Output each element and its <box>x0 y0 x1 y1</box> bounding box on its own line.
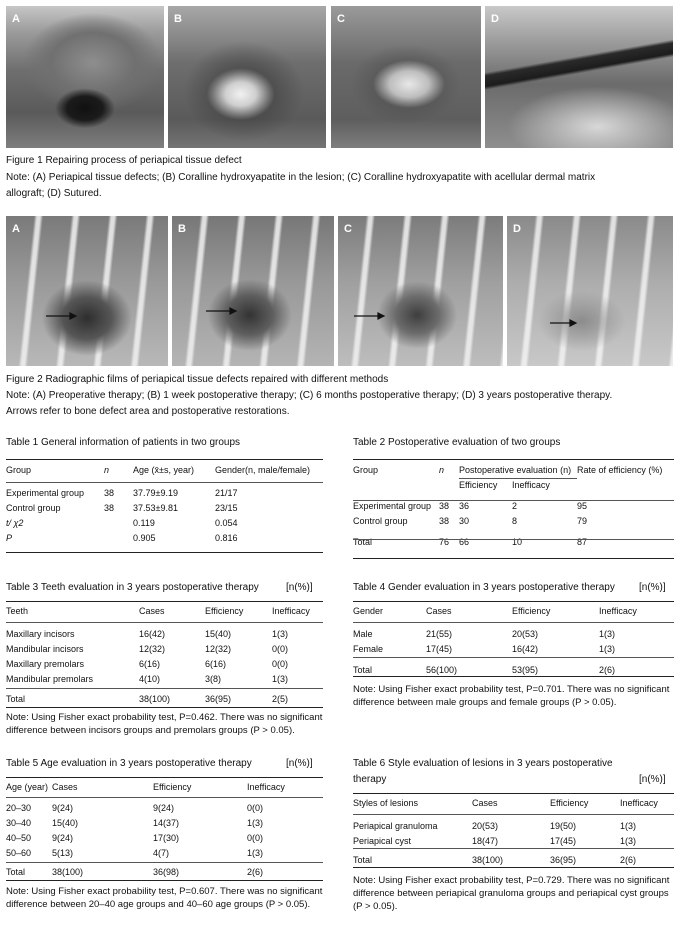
table-cell: 36(98) <box>153 867 180 878</box>
table3-note-line1: Note: Using Fisher exact probability test, P=0.462. There was no significant <box>6 712 323 723</box>
table-cell: 0(0) <box>247 803 264 814</box>
table-cell: 56(100) <box>426 664 458 675</box>
table-cell: 2(6) <box>247 867 264 878</box>
table-header: n <box>439 465 445 476</box>
table4-grid <box>353 604 674 677</box>
table-cell: 17(45) <box>426 643 453 654</box>
table-cell: 10 <box>512 536 523 547</box>
table-header: Cases <box>52 782 78 793</box>
table-cell: 12(32) <box>205 643 232 654</box>
table-header: Age (x̄±s, year) <box>133 465 194 476</box>
table-cell: Female <box>353 643 384 654</box>
table6-title-line1: Table 6 Style evaluation of lesions in 3 years postoperative <box>353 758 613 769</box>
figure2-arrow-icons <box>0 0 683 400</box>
table-row <box>353 819 674 834</box>
table-header: Inefficacy <box>599 606 637 617</box>
table-header: Cases <box>472 798 498 809</box>
table5-title: Table 5 Age evaluation in 3 years postoperative therapy <box>6 758 252 769</box>
table-cell: 87 <box>577 536 588 547</box>
table6-grid <box>353 796 674 867</box>
table-cell: Periapical cyst <box>353 835 412 846</box>
table-row <box>6 642 323 657</box>
figure1-label-d: D <box>491 13 499 25</box>
table-cell: 1(3) <box>599 629 616 640</box>
table-row <box>6 515 323 530</box>
table-cell: 14(37) <box>153 817 180 828</box>
table3-note-line2: difference between incisors groups and premolars groups (P > 0.05). <box>6 725 295 736</box>
table-cell: 20(53) <box>512 629 539 640</box>
table5-note-line1: Note: Using Fisher exact probability test, P=0.607. There was no significant <box>6 886 323 897</box>
table5-note-line2: difference between 20–40 age groups and 40–60 age groups (P > 0.05). <box>6 899 311 910</box>
table-cell: 50–60 <box>6 847 32 858</box>
table-cell: 38(100) <box>139 694 171 705</box>
table-cell: 53(95) <box>512 664 539 675</box>
table-header: Teeth <box>6 606 29 617</box>
table-cell: 0(0) <box>272 658 289 669</box>
table-cell: 30 <box>459 515 470 526</box>
table3-unit: [n(%)] <box>286 582 313 593</box>
table6-title-line2: therapy <box>353 774 387 785</box>
table-header: Efficiency <box>512 606 551 617</box>
table-cell: Total <box>353 536 373 547</box>
table2-title: Table 2 Postoperative evaluation of two groups <box>353 437 561 448</box>
table-cell: 3(8) <box>205 673 222 684</box>
table4-header-row <box>353 604 674 619</box>
table4-note-line2: difference between male groups and female groups (P > 0.05). <box>353 697 617 708</box>
table-cell: Experimental group <box>6 488 85 499</box>
table-cell: Control group <box>6 502 61 513</box>
table-cell: 23/15 <box>215 502 238 513</box>
table-cell: 38 <box>104 488 115 499</box>
table-cell: 6(16) <box>139 658 161 669</box>
table2-subheader-row <box>353 478 674 493</box>
table-header: n <box>104 465 110 476</box>
table-cell: 9(24) <box>52 803 74 814</box>
table-cell: 17(45) <box>550 835 577 846</box>
table-cell: 1(3) <box>247 847 264 858</box>
table-header: Rate of efficiency (%) <box>577 465 663 476</box>
table-row <box>353 513 674 528</box>
table-cell: 0.905 <box>133 532 156 543</box>
table-cell: Total <box>6 867 26 878</box>
table-header: Postoperative evaluation (n) <box>459 465 572 476</box>
table-header: Gender(n, male/female) <box>215 465 311 476</box>
table-cell: 0(0) <box>272 643 289 654</box>
table6-note-line2: difference between periapical granuloma groups and periapical cyst groups <box>353 888 669 899</box>
table-cell: 0.816 <box>215 532 238 543</box>
table-header: Group <box>6 465 32 476</box>
table-cell: 8 <box>512 515 518 526</box>
figure1-note-line1: Note: (A) Periapical tissue defects; (B) Coralline hydroxyapatite in the lesion; (C) Coralline hydroxyapatite with acellular dermal matrix <box>6 172 596 183</box>
table-cell: 38 <box>104 502 115 513</box>
table-header: Efficiency <box>550 798 589 809</box>
table2-header-row <box>353 463 674 478</box>
table-row <box>6 530 323 545</box>
table-row <box>6 816 323 831</box>
table-row <box>6 486 323 501</box>
table-cell: Mandibular incisors <box>6 643 84 654</box>
table-cell: Periapical granuloma <box>353 821 438 832</box>
table-cell: 38 <box>439 500 450 511</box>
table5-header-row <box>6 780 323 795</box>
table-row <box>6 865 323 880</box>
table-header: Cases <box>426 606 452 617</box>
table-cell: 40–50 <box>6 832 32 843</box>
table-cell: 5(13) <box>52 847 74 858</box>
table-cell: Total <box>6 694 26 705</box>
figure2-label-c: C <box>344 223 352 235</box>
table6-note-line1: Note: Using Fisher exact probability test, P=0.729. There was no significant <box>353 875 670 886</box>
table-cell: P <box>6 532 13 543</box>
table-row <box>6 671 323 686</box>
figure2-caption: Figure 2 Radiographic films of periapical tissue defects repaired with different methods <box>6 374 389 385</box>
table-cell: 30–40 <box>6 817 32 828</box>
table-cell: Total <box>353 664 373 675</box>
table-row <box>353 642 674 657</box>
table-row <box>6 656 323 671</box>
table-cell: 2(6) <box>599 664 616 675</box>
table-cell: Male <box>353 629 373 640</box>
table-cell: Experimental group <box>353 500 432 511</box>
table-header: Efficiency <box>205 606 244 617</box>
table-row <box>6 845 323 860</box>
table3-grid <box>6 604 323 707</box>
table-cell: Mandibular premolars <box>6 673 94 684</box>
figure2-note-line1: Note: (A) Preoperative therapy; (B) 1 week postoperative therapy; (C) 6 months postoperative therapy; (D) 3 years postoperative therapy. <box>6 390 613 401</box>
table4-title: Table 4 Gender evaluation in 3 years postoperative therapy <box>353 582 615 593</box>
table-row <box>6 830 323 845</box>
table-cell: 36(95) <box>205 694 232 705</box>
table-subheader: Inefficacy <box>512 480 550 491</box>
table-cell: 2 <box>512 500 518 511</box>
table-cell: Maxillary premolars <box>6 658 85 669</box>
table-cell: 66 <box>459 536 470 547</box>
figure1-label-a: A <box>12 13 20 25</box>
table-cell: 20(53) <box>472 821 499 832</box>
table-cell: 18(47) <box>472 835 499 846</box>
table-cell: t/ χ2 <box>6 517 24 528</box>
table6-unit: [n(%)] <box>639 774 666 785</box>
table-cell: 38 <box>439 515 450 526</box>
table-cell: 9(24) <box>153 803 175 814</box>
table-cell: 38(100) <box>52 867 84 878</box>
table-row <box>6 627 323 642</box>
figure2-label-a: A <box>12 223 20 235</box>
table-cell: 1(3) <box>272 629 289 640</box>
table-subheader: Efficiency <box>459 480 498 491</box>
table-row <box>353 834 674 849</box>
table-cell: 36 <box>459 500 470 511</box>
table-cell: 15(40) <box>205 629 232 640</box>
table4-note-line1: Note: Using Fisher exact probability test, P=0.701. There was no significant <box>353 684 670 695</box>
table-cell: 9(24) <box>52 832 74 843</box>
table-cell: 1(3) <box>620 821 637 832</box>
table5-unit: [n(%)] <box>286 758 313 769</box>
table1-title: Table 1 General information of patients in two groups <box>6 437 241 448</box>
table-cell: 0.119 <box>133 517 155 528</box>
table-cell: 15(40) <box>52 817 79 828</box>
table-header: Styles of lesions <box>353 798 419 809</box>
table-cell: 36(95) <box>550 854 577 865</box>
table-cell: 2(5) <box>272 694 289 705</box>
table-row <box>6 801 323 816</box>
table-cell: 16(42) <box>139 629 166 640</box>
table-cell: 2(6) <box>620 854 637 865</box>
table-cell: 12(32) <box>139 643 166 654</box>
table-row <box>353 627 674 642</box>
table-row <box>353 662 674 677</box>
table-cell: 6(16) <box>205 658 227 669</box>
table-header: Group <box>353 465 379 476</box>
table1-grid <box>6 463 323 545</box>
table6-note-line3: (P > 0.05). <box>353 901 398 912</box>
table-cell: 38(100) <box>472 854 504 865</box>
table-cell: 4(7) <box>153 847 170 858</box>
table-cell: 1(3) <box>247 817 264 828</box>
table-header: Inefficacy <box>620 798 658 809</box>
table-cell <box>104 530 133 545</box>
table-header: Inefficacy <box>272 606 310 617</box>
figure2-label-d: D <box>513 223 521 235</box>
table-cell: 21/17 <box>215 488 238 499</box>
table-cell: 95 <box>577 500 588 511</box>
table-cell: Maxillary incisors <box>6 629 75 640</box>
table-cell: 1(3) <box>620 835 637 846</box>
table-header: Inefficacy <box>247 782 285 793</box>
table-cell: 0.054 <box>215 517 238 528</box>
table-row <box>6 501 323 516</box>
figure1-label-c: C <box>337 13 345 25</box>
table5-grid <box>6 780 323 880</box>
table6-header-row <box>353 796 674 811</box>
table-header: Age (year) <box>6 782 49 793</box>
figure2-note-line2: Arrows refer to bone defect area and postoperative restorations. <box>6 406 290 417</box>
table-cell: 16(42) <box>512 643 539 654</box>
table-cell: 20–30 <box>6 803 32 814</box>
table-row <box>353 534 674 549</box>
table-cell: 37.53±9.81 <box>133 502 178 513</box>
figure1-note-line2: allograft; (D) Sutured. <box>6 188 102 199</box>
table-cell: 19(50) <box>550 821 577 832</box>
table-header: Efficiency <box>153 782 192 793</box>
table4-unit: [n(%)] <box>639 582 666 593</box>
table-row <box>6 692 323 707</box>
table2-grid <box>353 463 674 549</box>
figure1-label-b: B <box>174 13 182 25</box>
table-row <box>353 852 674 867</box>
table-cell: Total <box>353 854 373 865</box>
table3-title: Table 3 Teeth evaluation in 3 years postoperative therapy <box>6 582 259 593</box>
table-header: Cases <box>139 606 165 617</box>
figure2-label-b: B <box>178 223 186 235</box>
table-header: Gender <box>353 606 384 617</box>
table-cell: 76 <box>439 536 450 547</box>
table-cell: 0(0) <box>247 832 264 843</box>
table-cell: 79 <box>577 515 588 526</box>
table-cell: 37.79±9.19 <box>133 488 178 499</box>
table-cell: 1(3) <box>272 673 289 684</box>
table-cell <box>104 515 133 530</box>
table3-header-row <box>6 604 323 619</box>
table-cell: 21(55) <box>426 629 453 640</box>
figure1-caption: Figure 1 Repairing process of periapical tissue defect <box>6 155 242 166</box>
table-cell: 1(3) <box>599 643 616 654</box>
table-cell: 4(10) <box>139 673 161 684</box>
table-cell: 17(30) <box>153 832 180 843</box>
table1-header-row <box>6 463 323 478</box>
table-cell: Control group <box>353 515 408 526</box>
